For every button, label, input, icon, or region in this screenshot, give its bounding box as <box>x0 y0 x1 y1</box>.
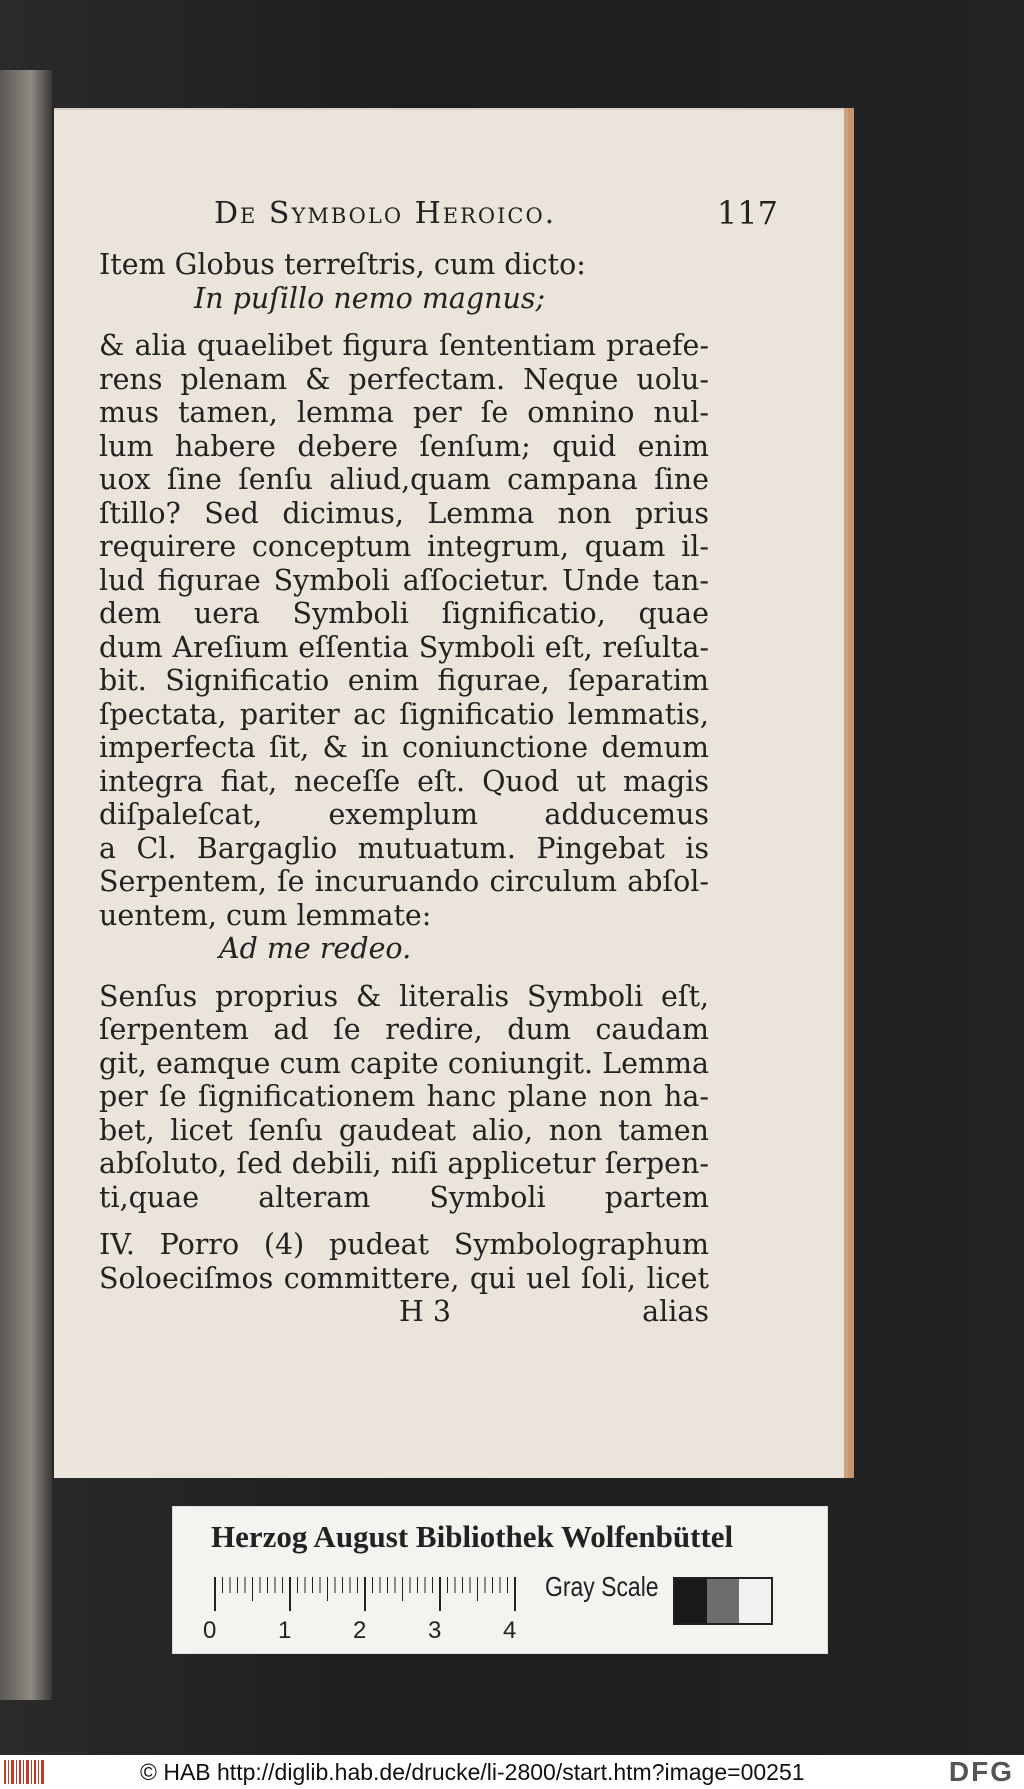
text-line: requirere conceptum integrum, quam il- <box>99 530 709 563</box>
text-line: bit. Significatio enim figurae, ſeparatim <box>99 664 709 697</box>
text-line: imperfecta ſit, & in coniunctione demum <box>99 731 709 764</box>
ruler-label: 1 <box>278 1617 292 1644</box>
text-line: Soloeciſmos committere, qui uel ſoli, licet <box>99 1261 709 1295</box>
text-line: uox ſine ſenſu aliud,quam campana ſine <box>99 463 709 496</box>
text-line: Serpentem, ſe incuruando circulum abſol- <box>99 865 709 898</box>
previous-page-edge <box>0 70 52 1700</box>
gray-scale-label: Gray Scale <box>545 1571 659 1602</box>
catchword: alias <box>642 1295 709 1328</box>
text-line: a Cl. Bargaglio mutuatum. Pingebat is <box>99 831 709 865</box>
running-head: De Symbolo Heroico. <box>214 196 557 231</box>
ruler-scale <box>213 1577 523 1611</box>
text-line: lum habere debere ſenſum; quid enim <box>99 429 709 463</box>
ruler-label: 4 <box>503 1617 517 1644</box>
signature-mark: H 3 <box>399 1295 452 1328</box>
text-line: uentem, cum lemmate: <box>99 898 432 932</box>
text-line: lud figurae Symboli aſſocietur. Unde tan- <box>99 563 709 597</box>
page-edge <box>848 108 854 1478</box>
paragraph-gap <box>99 315 709 329</box>
text-line: per ſe ſignificationem hanc plane non ha- <box>99 1080 709 1113</box>
ruler-label: 0 <box>203 1617 217 1644</box>
barcode-icon <box>4 1760 46 1784</box>
text-line: IV. Porro (4) pudeat Symbolographum <box>99 1228 709 1261</box>
text-line: In puſillo nemo magnus; <box>194 281 546 315</box>
dfg-logo: DFG <box>948 1756 1014 1787</box>
footer-bar <box>0 1755 1024 1789</box>
text-line: & alia quaelibet figura ſententiam praefe- <box>99 329 709 362</box>
text-line: dum Areſium eſſentia Symboli eſt, reſulta- <box>99 630 709 664</box>
color-calibration-card <box>172 1506 828 1654</box>
text-line: mus tamen, lemma per ſe omnino nul- <box>99 396 709 429</box>
page-text <box>99 248 709 1329</box>
gray-scale-patches <box>673 1577 773 1625</box>
copyright-link[interactable]: © HAB http://diglib.hab.de/drucke/li-2800/start.htm?image=00251 <box>140 1759 805 1785</box>
text-line: Ad me redeo. <box>219 932 412 965</box>
ruler-label: 2 <box>353 1617 367 1644</box>
text-line: git, eamque cum capite coniungit. Lemma <box>99 1046 709 1080</box>
text-line: rens plenam & perfectam. Neque uolu- <box>99 362 709 396</box>
text-line: dem uera Symboli ſignificatio, quae <box>99 597 709 630</box>
text-line: Senſus proprius & literalis Symboli eſt, <box>99 979 709 1013</box>
gray-patch <box>739 1579 771 1623</box>
text-line: ſpectata, pariter ac ſignificatio lemmatis, <box>99 697 709 731</box>
paragraph-gap <box>99 966 709 980</box>
text-line: abſoluto, ſed debili, niſi applicetur ſerpen- <box>99 1147 709 1180</box>
text-line: ti,quae alteram Symboli partem <box>99 1180 709 1214</box>
paragraph-gap <box>99 1214 709 1228</box>
book-page <box>54 108 848 1478</box>
text-line: Item Globus terreſtris, cum dicto: <box>99 248 586 281</box>
text-line: ſtillo? Sed dicimus, Lemma non prius <box>99 496 709 530</box>
page-number: 117 <box>716 194 778 232</box>
text-line: ſerpentem ad ſe redire, dum caudam <box>99 1013 709 1046</box>
signature-line <box>99 1295 709 1329</box>
text-line: integra fiat, neceſſe eſt. Quod ut magis <box>99 764 709 798</box>
library-name: Herzog August Bibliothek Wolfenbüttel <box>211 1519 734 1554</box>
text-line: bet, licet ſenſu gaudeat alio, non tamen <box>99 1113 709 1147</box>
gray-patch <box>707 1579 739 1623</box>
gray-patch <box>675 1579 707 1623</box>
ruler-label: 3 <box>428 1617 442 1644</box>
text-line: diſpaleſcat, exemplum adducemus <box>99 798 709 831</box>
